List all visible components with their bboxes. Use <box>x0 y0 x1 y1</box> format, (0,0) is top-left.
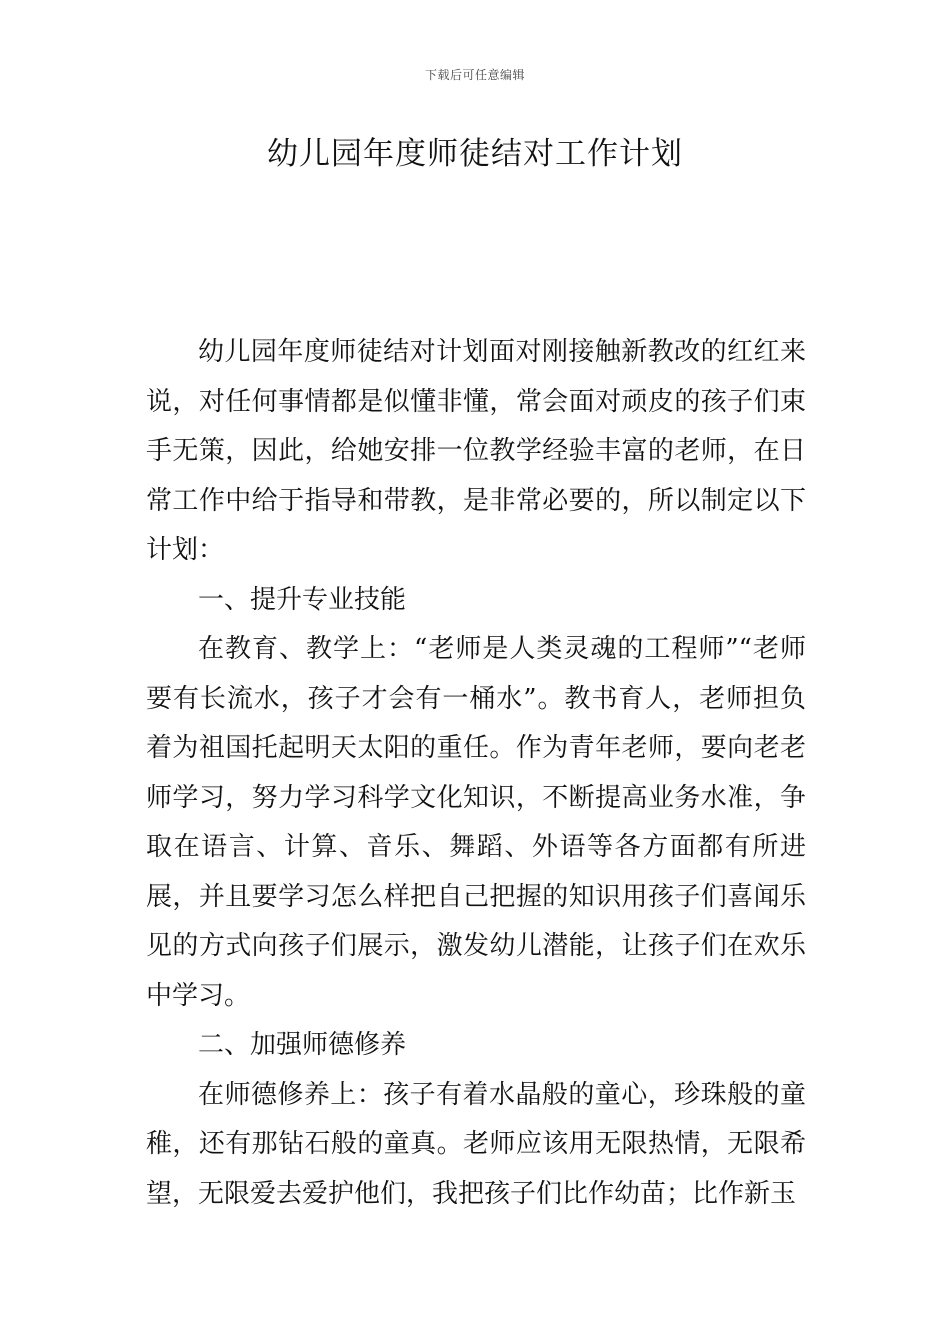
section-heading-1: 一、提升专业技能 <box>198 584 407 615</box>
paragraph-section-2: 在师德修养上：孩子有着水晶般的童心，珍珠般的童稚，还有那钻石般的童真。老师应该用无限热情，无限希望，无限爱去爱护他们，我把孩子们比作幼苗；比作新玉 <box>146 1079 806 1209</box>
document-body <box>146 328 806 1219</box>
paragraph-section-1: 在教育、教学上：“老师是人类灵魂的工程师”“老师要有长流水，孩子才会有一桶水”。教书育人，老师担负着为祖国托起明天太阳的重任。作为青年老师，要向老老师学习，努力学习科学文化知识，不断提高业务水准，争取在语言、计算、音乐、舞蹈、外语等各方面都有所进展，并且要学习怎么样把自己把握的知识用孩子们喜闻乐见的方式向孩子们展示，激发幼儿潜能，让孩子们在欢乐中学习。 <box>146 634 806 1011</box>
header-note: 下载后可任意编辑 <box>424 68 525 82</box>
paragraph-intro: 幼儿园年度师徒结对计划面对刚接触新教改的红红来说，对任何事情都是似懂非懂，常会面对顽皮的孩子们束手无策，因此，给她安排一位教学经验丰富的老师，在日常工作中给于指导和带教，是非常必要的，所以制定以下计划： <box>146 337 806 565</box>
section-heading-2: 二、加强师德修养 <box>198 1030 407 1060</box>
document-title: 幼儿园年度师徒结对工作计划 <box>267 136 683 172</box>
